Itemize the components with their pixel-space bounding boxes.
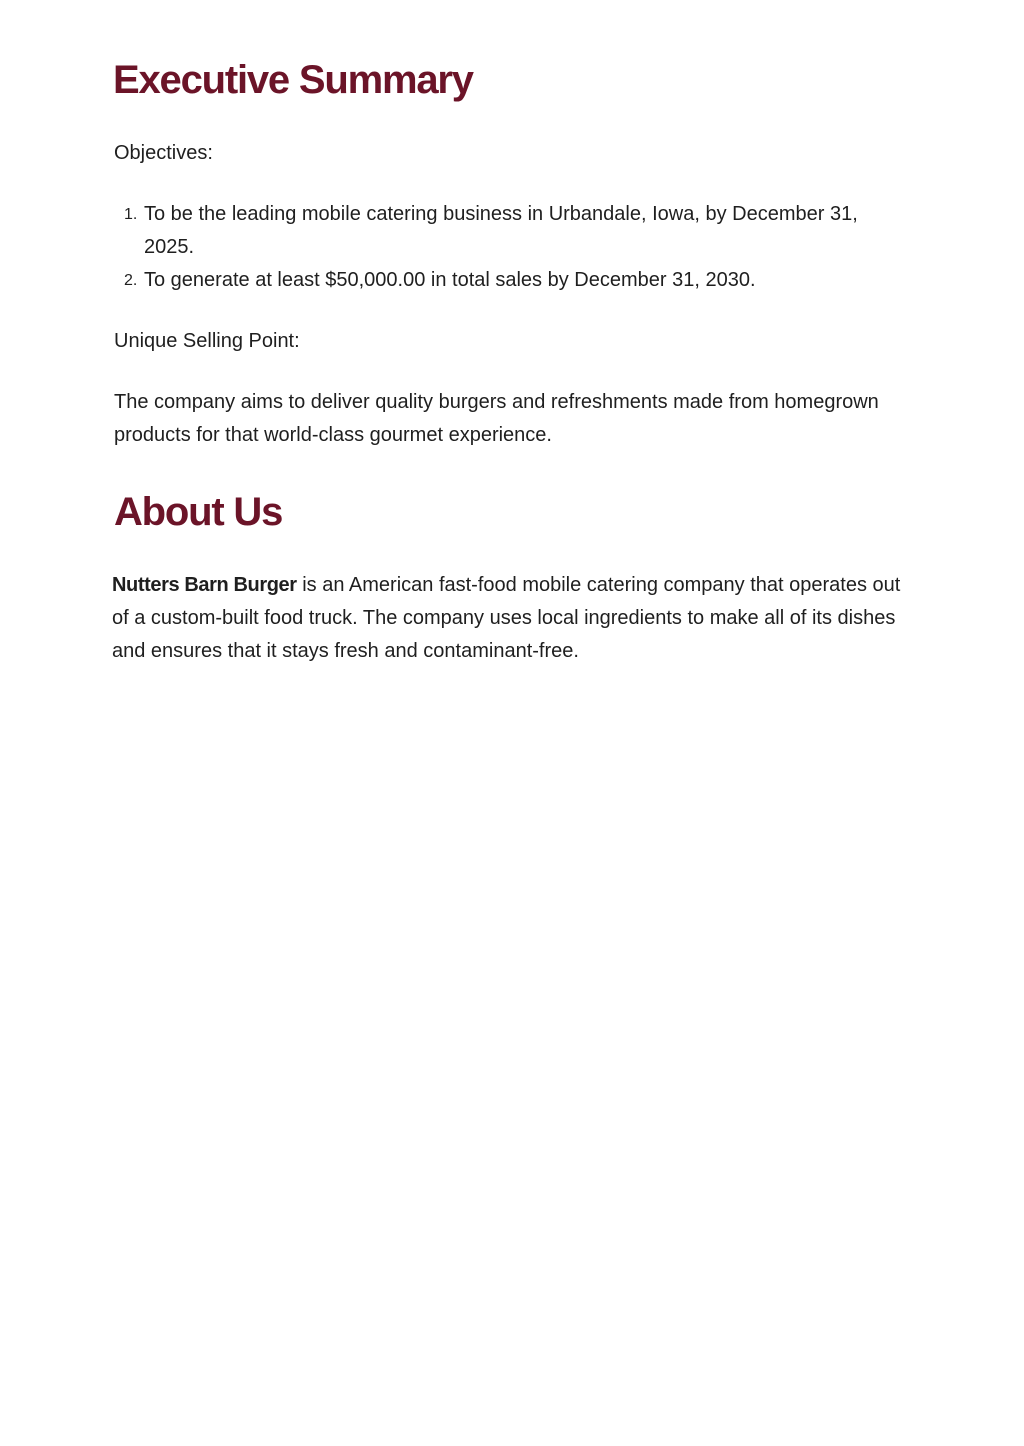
- objective-number: 2.: [124, 272, 138, 289]
- unique-selling-point-label: Unique Selling Point:: [114, 330, 300, 352]
- objectives-list: [113, 198, 893, 297]
- executive-summary-heading: Executive Summary: [113, 58, 473, 102]
- objective-item: [113, 198, 893, 264]
- objective-text: To generate at least $50,000.00 in total sales by December 31, 2030.: [144, 269, 756, 291]
- company-description: is an American fast-food mobile catering company that operates out of a custom-built food truck. The company uses local ingredients to make all of its dishes and ensures that it stays fresh and contaminant-free.: [112, 574, 901, 662]
- about-us-heading: About Us: [114, 490, 283, 534]
- objective-text: To be the leading mobile catering business in Urbandale, Iowa, by December 31, 2025.: [144, 203, 858, 258]
- about-us-paragraph: [112, 569, 917, 668]
- objective-item: [113, 264, 893, 297]
- unique-selling-point-text: The company aims to deliver quality burgers and refreshments made from homegrown products for that world-class gourmet experience.: [114, 391, 879, 446]
- objective-number: 1.: [124, 206, 138, 223]
- company-name: Nutters Barn Burger: [112, 574, 297, 596]
- objectives-label: Objectives:: [114, 142, 213, 164]
